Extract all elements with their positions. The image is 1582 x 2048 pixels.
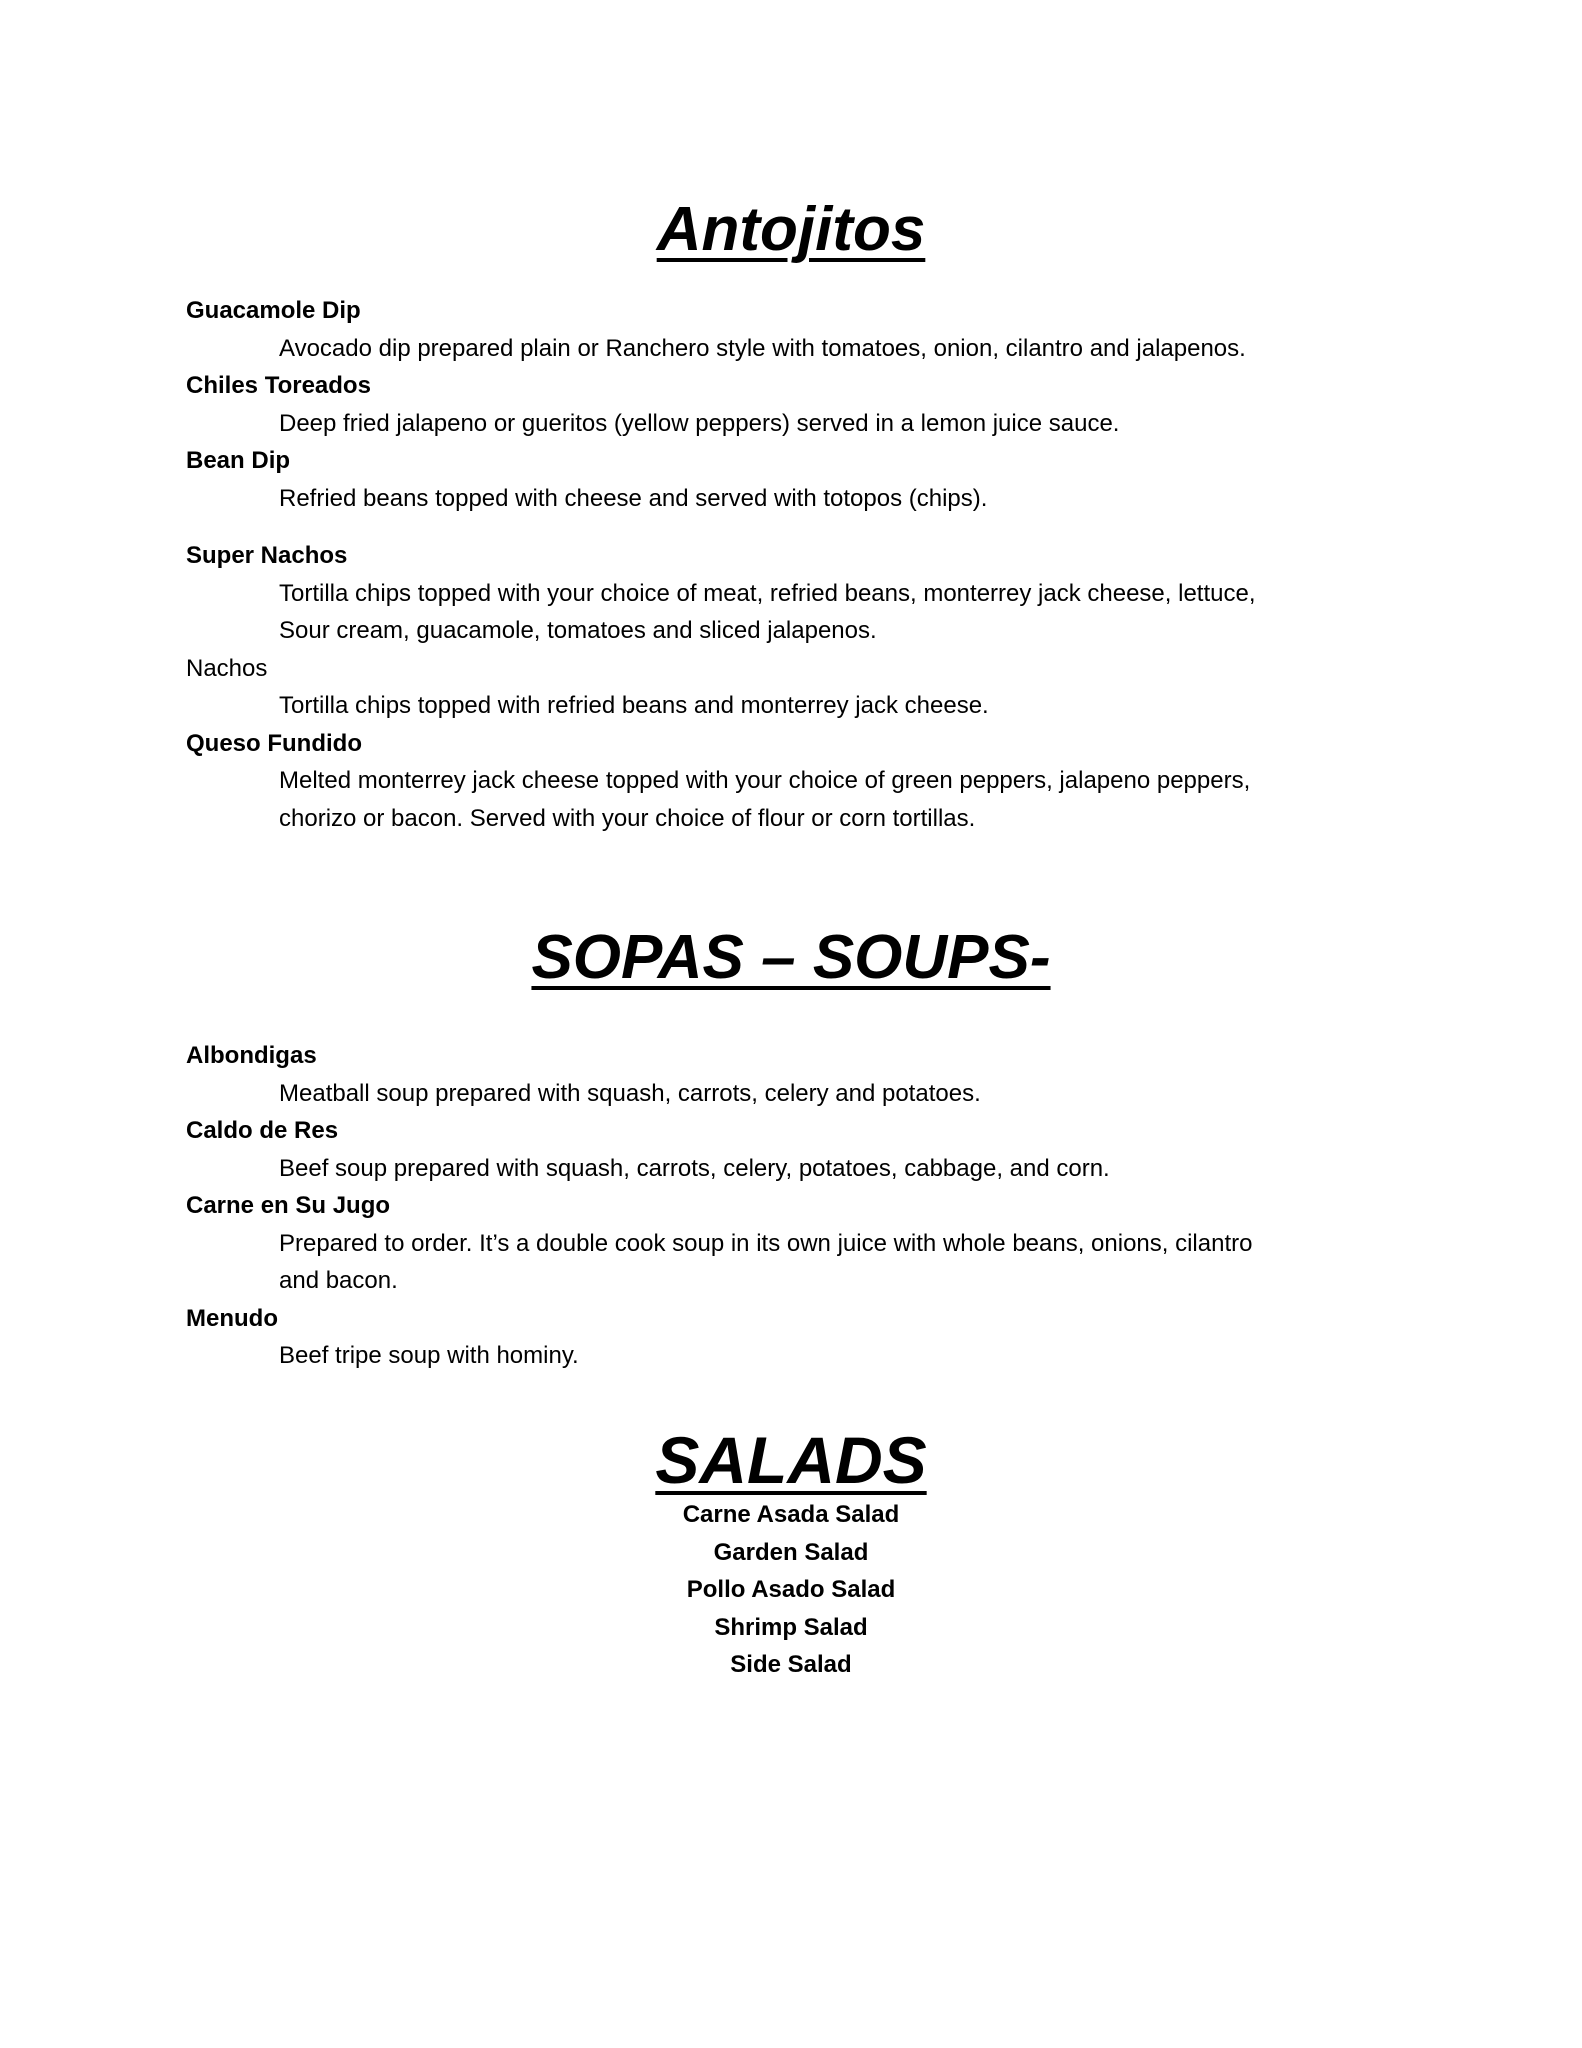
item-description: Melted monterrey jack cheese topped with your choice of green peppers, jalapeno peppers, <box>279 767 1251 794</box>
item-description: Beef soup prepared with squash, carrots, celery, potatoes, cabbage, and corn. <box>279 1154 1110 1182</box>
salad-item: Carne Asada Salad <box>682 1501 900 1528</box>
item-description: and bacon. <box>279 1267 398 1294</box>
item-name: Chiles Toreados <box>186 372 371 399</box>
sopas-list <box>186 1037 1406 1375</box>
salad-item: Pollo Asado Salad <box>686 1576 896 1603</box>
menu-item-nachos <box>186 650 1406 725</box>
menu-item-guacamole-dip <box>186 292 1406 367</box>
salad-item: Garden Salad <box>713 1538 869 1566</box>
item-name: Nachos <box>186 654 268 682</box>
sopas-title: SOPAS – SOUPS- <box>531 923 1051 992</box>
item-name: Carne en Su Jugo <box>186 1192 391 1219</box>
menu-item-caldo-de-res <box>186 1112 1406 1187</box>
item-name: Super Nachos <box>186 542 348 569</box>
item-description: Sour cream, guacamole, tomatoes and sliced jalapenos. <box>279 617 877 644</box>
salads-title: SALADS <box>655 1423 927 1497</box>
item-name: Albondigas <box>186 1042 317 1069</box>
salad-item: Shrimp Salad <box>714 1613 868 1641</box>
item-name: Bean Dip <box>186 447 291 474</box>
item-name: Guacamole Dip <box>186 297 361 324</box>
item-description: Tortilla chips topped with refried beans and monterrey jack cheese. <box>279 692 989 719</box>
item-name: Queso Fundido <box>186 729 362 757</box>
menu-item-chiles-toreados <box>186 367 1406 442</box>
item-description: Avocado dip prepared plain or Ranchero style with tomatoes, onion, cilantro and jalapenos. <box>279 334 1246 362</box>
item-description: Tortilla chips topped with your choice of meat, refried beans, monterrey jack cheese, lettuce, <box>279 579 1256 607</box>
item-description: Deep fried jalapeno or gueritos (yellow peppers) served in a lemon juice sauce. <box>279 409 1120 437</box>
antojitos-title: Antojitos <box>656 195 926 264</box>
item-description: Meatball soup prepared with squash, carrots, celery and potatoes. <box>279 1079 981 1107</box>
item-name: Menudo <box>186 1304 278 1332</box>
menu-item-albondigas <box>186 1037 1406 1112</box>
menu-item-carne-en-su-jugo <box>186 1187 1406 1300</box>
salads-list <box>0 1496 1582 1684</box>
antojitos-list <box>186 292 1406 837</box>
menu-item-queso-fundido <box>186 725 1406 838</box>
menu-item-menudo <box>186 1300 1406 1375</box>
item-name: Caldo de Res <box>186 1117 339 1144</box>
item-description: chorizo or bacon. Served with your choice of flour or corn tortillas. <box>279 804 976 832</box>
item-description: Refried beans topped with cheese and served with totopos (chips). <box>279 484 988 512</box>
item-description: Beef tripe soup with hominy. <box>279 1342 579 1369</box>
item-description: Prepared to order. It’s a double cook soup in its own juice with whole beans, onions, cilantro <box>279 1229 1253 1257</box>
menu-item-bean-dip <box>186 442 1406 517</box>
menu-item-super-nachos <box>186 537 1406 650</box>
salad-item: Side Salad <box>730 1651 852 1678</box>
